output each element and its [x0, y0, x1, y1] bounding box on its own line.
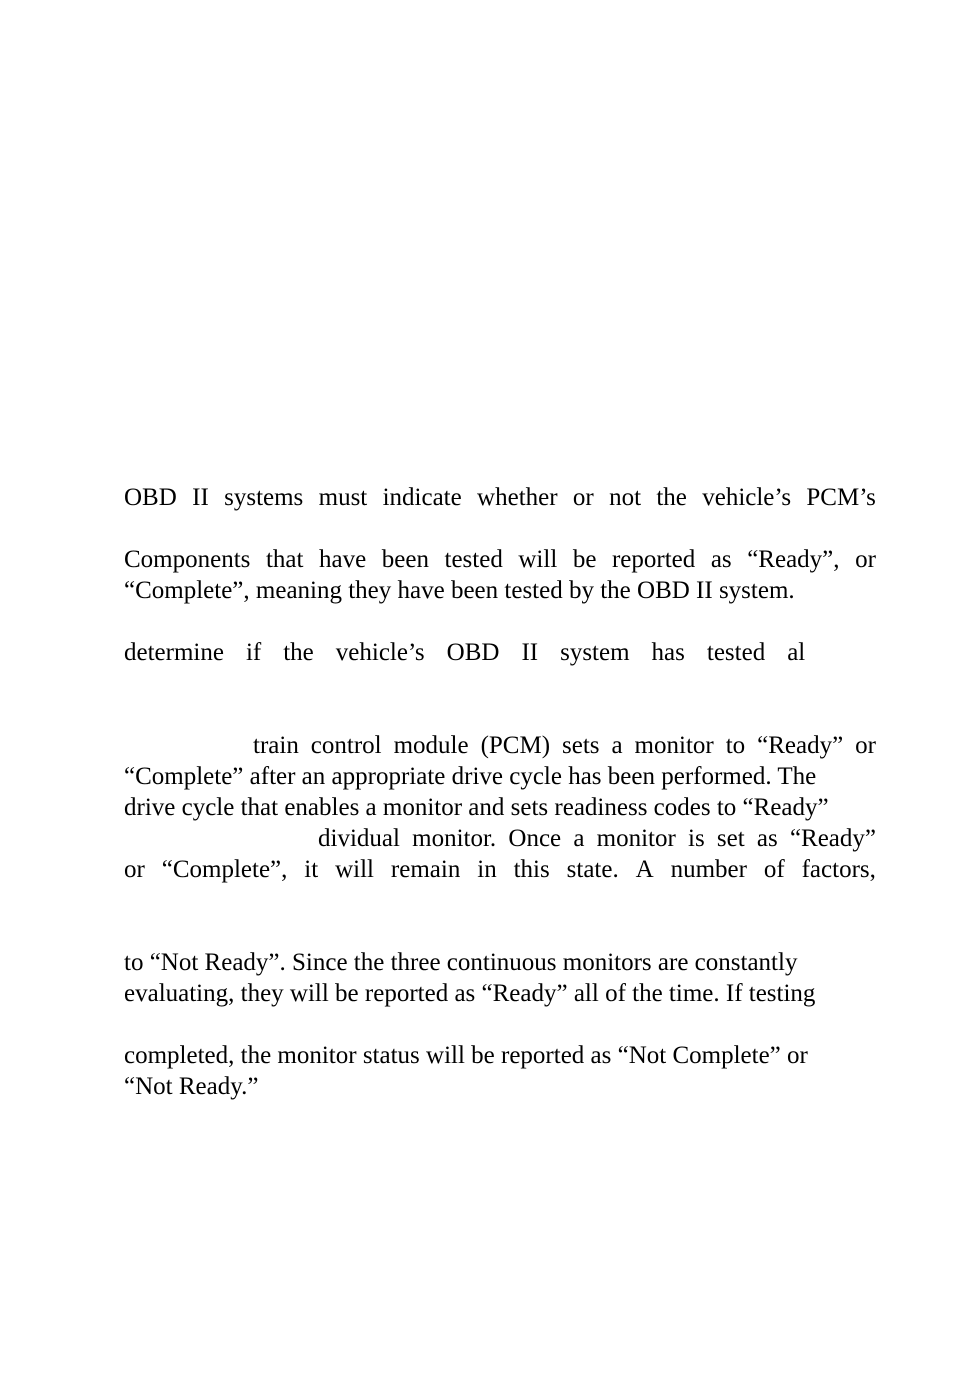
paragraph-block-5	[124, 947, 876, 1009]
word: monitor	[596, 825, 676, 852]
word: the	[656, 484, 687, 511]
word: monitor.	[412, 825, 497, 852]
text-line: “Not Ready.”	[124, 1073, 259, 1100]
word: II	[521, 639, 539, 666]
word: systems	[224, 484, 304, 511]
word: be	[572, 546, 597, 573]
text-line	[124, 637, 876, 668]
text-line: to “Not Ready”. Since the three continuous monitors are constantly	[124, 949, 798, 976]
word: is	[688, 825, 705, 852]
word: as	[710, 546, 732, 573]
word: have	[319, 546, 367, 573]
text-line	[124, 544, 876, 575]
word: or	[855, 732, 876, 759]
paragraph-gap	[124, 513, 876, 544]
word: OBD	[124, 484, 177, 511]
word: system	[560, 639, 630, 666]
word: “Ready”	[757, 732, 844, 759]
word: if	[245, 639, 262, 666]
word: tested	[444, 546, 503, 573]
word: the	[283, 639, 314, 666]
word: factors,	[801, 856, 876, 883]
text-line: completed, the monitor status will be reported as “Not Complete” or	[124, 1042, 808, 1069]
paragraph-gap-large	[124, 668, 876, 730]
word: module	[393, 732, 469, 759]
word: or	[124, 856, 145, 883]
word: tested	[706, 639, 766, 666]
paragraph-gap	[124, 1009, 876, 1040]
word: will	[335, 856, 375, 883]
word: al	[787, 639, 806, 666]
word: indicate	[382, 484, 462, 511]
word: determine	[124, 639, 224, 666]
word: (PCM)	[480, 732, 551, 759]
word: must	[318, 484, 368, 511]
word: to	[725, 732, 746, 759]
text-line	[124, 854, 876, 885]
text-line	[124, 482, 876, 513]
word: reported	[611, 546, 696, 573]
paragraph-block-3	[124, 637, 876, 668]
text-line: “Complete”, meaning they have been tested by the OBD II system.	[124, 577, 795, 604]
word: “Complete”,	[161, 856, 288, 883]
word: has	[651, 639, 685, 666]
word: not	[609, 484, 642, 511]
paragraph-block-4	[124, 730, 876, 885]
word: Components	[124, 546, 251, 573]
word: will	[518, 546, 558, 573]
paragraph-block-2	[124, 544, 876, 606]
word: a	[611, 732, 623, 759]
word: this	[513, 856, 550, 883]
word: in	[477, 856, 497, 883]
word: train	[253, 732, 299, 759]
word: control	[310, 732, 382, 759]
word: set	[716, 825, 745, 852]
word: A	[635, 856, 654, 883]
paragraph-gap-large	[124, 885, 876, 947]
word: “Ready”	[789, 825, 876, 852]
word: or	[855, 546, 876, 573]
word: of	[763, 856, 785, 883]
word: monitor	[634, 732, 714, 759]
word: that	[265, 546, 304, 573]
word: or	[572, 484, 594, 511]
text-line: evaluating, they will be reported as “Ready” all of the time. If testing	[124, 980, 816, 1007]
text-line	[124, 823, 876, 854]
word: been	[381, 546, 429, 573]
word: vehicle’s	[702, 484, 792, 511]
word: it	[304, 856, 319, 883]
word: state.	[566, 856, 619, 883]
word: PCM’s	[806, 484, 876, 511]
word: whether	[477, 484, 558, 511]
document-text-body	[124, 482, 876, 1102]
paragraph-block-6	[124, 1040, 876, 1102]
word: vehicle’s	[335, 639, 425, 666]
paragraph-gap	[124, 606, 876, 637]
word: II	[192, 484, 209, 511]
word: OBD	[446, 639, 500, 666]
word: Once	[508, 825, 562, 852]
word: a	[573, 825, 585, 852]
word: number	[670, 856, 747, 883]
paragraph-block-1	[124, 482, 876, 513]
word: sets	[562, 732, 600, 759]
text-line: “Complete” after an appropriate drive cycle has been performed. The	[124, 763, 817, 790]
text-line	[124, 730, 876, 761]
word: remain	[390, 856, 461, 883]
word: “Ready”,	[747, 546, 840, 573]
word: dividual	[318, 825, 400, 852]
text-line: drive cycle that enables a monitor and sets readiness codes to “Ready”	[124, 794, 829, 821]
word: as	[756, 825, 778, 852]
